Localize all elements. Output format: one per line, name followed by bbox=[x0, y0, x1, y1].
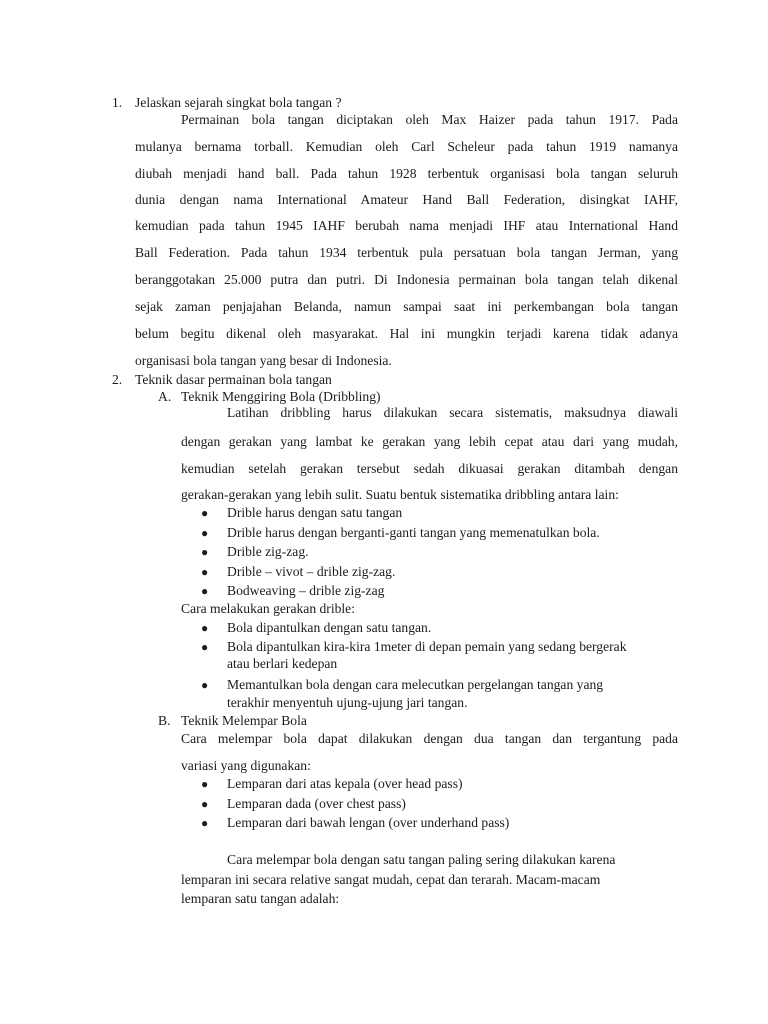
paragraph-line: dunia dengan nama International Amateur Hand Ball Federation, disingkat IAHF, bbox=[135, 192, 678, 207]
bullet-icon: ● bbox=[201, 526, 209, 540]
bullet-icon: ● bbox=[201, 584, 209, 598]
cara-label: Cara melakukan gerakan drible: bbox=[181, 601, 355, 616]
bullet-icon: ● bbox=[201, 545, 209, 559]
list-item: Drible zig-zag. bbox=[227, 544, 309, 559]
paragraph-line: kemudian setelah gerakan tersebut sedah dikuasai gerakan ditambah dengan bbox=[181, 461, 678, 476]
list-item: Lemparan dada (over chest pass) bbox=[227, 796, 406, 811]
list-item-continuation: atau berlari kedepan bbox=[227, 656, 338, 671]
list-item: Drible – vivot – drible zig-zag. bbox=[227, 564, 396, 579]
bullet-icon: ● bbox=[201, 565, 209, 579]
question-heading-1: Jelaskan sejarah singkat bola tangan ? bbox=[135, 95, 342, 110]
list-item: Bola dipantulkan dengan satu tangan. bbox=[227, 620, 432, 635]
bullet-icon: ● bbox=[201, 816, 209, 830]
paragraph-line: diubah menjadi hand ball. Pada tahun 1928 terbentuk organisasi bola tangan seluruh bbox=[135, 166, 678, 181]
list-item: Memantulkan bola dengan cara melecutkan pergelangan tangan yang bbox=[227, 677, 604, 692]
sub-heading-a: Teknik Menggiring Bola (Dribbling) bbox=[181, 389, 381, 404]
bullet-icon: ● bbox=[201, 777, 209, 791]
paragraph-line: lemparan ini secara relative sangat mudah, cepat dan terarah. Macam-macam bbox=[181, 872, 601, 887]
paragraph-line: belum begitu dikenal oleh masyarakat. Hal ini mungkin terjadi karena tidak adanya bbox=[135, 326, 678, 341]
list-item: Drible harus dengan satu tangan bbox=[227, 505, 403, 520]
list-item: Bodweaving – drible zig-zag bbox=[227, 583, 385, 598]
bullet-icon: ● bbox=[201, 621, 209, 635]
paragraph-line: mulanya bernama torball. Kemudian oleh Carl Scheleur pada tahun 1919 namanya bbox=[135, 139, 678, 154]
paragraph-line: organisasi bola tangan yang besar di Indonesia. bbox=[135, 353, 392, 368]
sub-letter-a: A. bbox=[158, 389, 172, 404]
sub-letter-b: B. bbox=[158, 713, 171, 728]
paragraph-line: dengan gerakan yang lambat ke gerakan yang lebih cepat atau dari yang mudah, bbox=[181, 434, 678, 449]
item-number-1: 1. bbox=[112, 95, 123, 110]
paragraph-line: variasi yang digunakan: bbox=[181, 758, 311, 773]
paragraph-line: Permainan bola tangan diciptakan oleh Max Haizer pada tahun 1917. Pada bbox=[181, 112, 678, 127]
item-number-2: 2. bbox=[112, 372, 123, 387]
bullet-icon: ● bbox=[201, 640, 209, 654]
paragraph-line: beranggotakan 25.000 putra dan putri. Di Indonesia permainan bola tangan telah dikenal bbox=[135, 272, 678, 287]
list-item: Lemparan dari atas kepala (over head pass) bbox=[227, 776, 463, 791]
paragraph-line: Cara melempar bola dengan satu tangan paling sering dilakukan karena bbox=[227, 852, 616, 867]
paragraph-line: kemudian pada tahun 1945 IAHF berubah nama menjadi IHF atau International Hand bbox=[135, 218, 678, 233]
paragraph-line: Latihan dribbling harus dilakukan secara sistematis, maksudnya diawali bbox=[227, 405, 678, 420]
paragraph-line: lemparan satu tangan adalah: bbox=[181, 891, 340, 906]
paragraph-line: Ball Federation. Pada tahun 1934 terbentuk pula persatuan bola tangan Jerman, yang bbox=[135, 245, 678, 260]
list-item: Drible harus dengan berganti-ganti tangan yang memenatulkan bola. bbox=[227, 525, 600, 540]
paragraph-line: sejak zaman penjajahan Belanda, namun sampai saat ini perkembangan bola tangan bbox=[135, 299, 678, 314]
list-item: Lemparan dari bawah lengan (over underhand pass) bbox=[227, 815, 510, 830]
bullet-icon: ● bbox=[201, 797, 209, 811]
list-item: Bola dipantulkan kira-kira 1meter di depan pemain yang sedang bergerak bbox=[227, 639, 627, 654]
bullet-icon: ● bbox=[201, 678, 209, 692]
list-item-continuation: terakhir menyentuh ujung-ujung jari tangan. bbox=[227, 695, 468, 710]
paragraph-line: gerakan-gerakan yang lebih sulit. Suatu bentuk sistematika dribbling antara lain: bbox=[181, 487, 619, 502]
bullet-icon: ● bbox=[201, 506, 209, 520]
sub-heading-b: Teknik Melempar Bola bbox=[181, 713, 307, 728]
paragraph-line: Cara melempar bola dapat dilakukan dengan dua tangan dan tergantung pada bbox=[181, 731, 678, 746]
section-heading-2: Teknik dasar permainan bola tangan bbox=[135, 372, 332, 387]
